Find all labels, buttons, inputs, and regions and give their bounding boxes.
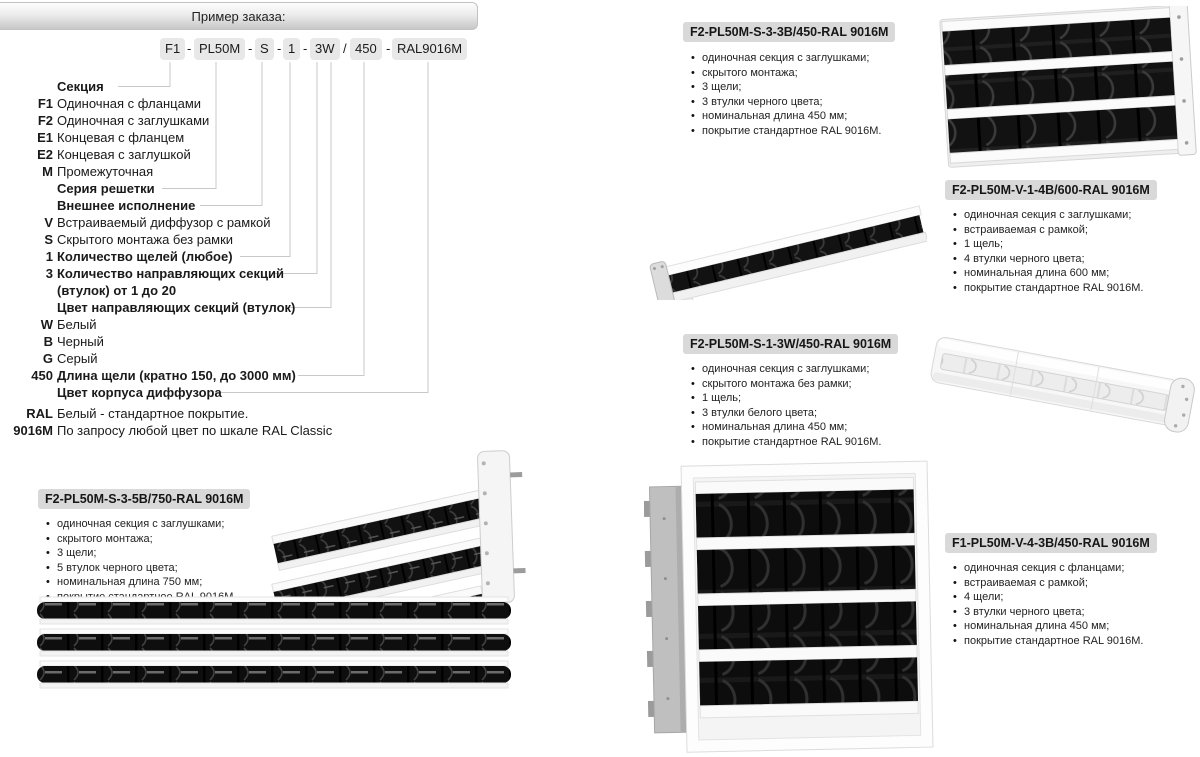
- code-segment-coating: RAL9016M: [392, 38, 467, 60]
- product-image-1slot-long: [645, 170, 927, 300]
- legend-row: E1 Концевая с фланцем: [37, 130, 185, 145]
- code-separator-slash: /: [343, 41, 347, 56]
- legend-row: V Встраиваемый диффузор с рамкой: [44, 215, 271, 230]
- legend-row: Цвет корпуса диффузора: [57, 385, 222, 400]
- legend-row: F1 Одиночная с фланцами: [37, 96, 202, 111]
- bullet-item: • покрытие стандартное RAL 9016M.: [953, 634, 1143, 649]
- product-image-3slot-angled: [938, 6, 1198, 168]
- code-separator: -: [303, 41, 308, 56]
- code-separator: -: [277, 41, 282, 56]
- bullet-item: • 3 втулки черного цвета;: [953, 605, 1143, 620]
- legend-row: Серия решетки: [57, 181, 155, 196]
- section-header: [0, 2, 478, 30]
- bullet-item: • номинальная длина 750 мм;: [46, 575, 236, 590]
- legend-row: 450 Длина щели (кратно 150, до 3000 мм): [31, 368, 296, 383]
- bullet-item: • 1 щель;: [953, 237, 1143, 252]
- product-image-4slot-framed: [644, 456, 938, 757]
- product-image-3slot-front: [36, 596, 512, 690]
- example-bullets-d: [46, 517, 236, 604]
- legend-row: 9016M По запросу любой цвет по шкале RAL Classic: [13, 423, 333, 438]
- legend-row: F2 Одиночная с заглушками: [37, 113, 210, 128]
- bullet-item: • одиночная секция с фланцами;: [953, 561, 1143, 576]
- bullet-item: • номинальная длина 450 мм;: [691, 109, 881, 124]
- legend-row: 3 Количество направляющих секций: [45, 266, 284, 281]
- code-separator: -: [187, 41, 192, 56]
- legend-row-continuation: (втулок) от 1 до 20: [57, 283, 177, 298]
- legend-row: B Черный: [43, 334, 104, 349]
- bullet-item: • одиночная секция с заглушками;: [46, 517, 236, 532]
- bullet-item: • встраиваемая с рамкой;: [953, 576, 1143, 591]
- example-code-b: F2-PL50M-V-1-4B/600-RAL 9016M: [945, 180, 1157, 200]
- legend-row: RAL Белый - стандартное покрытие.: [26, 406, 249, 421]
- code-segment-series: PL50M: [194, 38, 245, 60]
- bullet-item: • одиночная секция с заглушками;: [691, 362, 881, 377]
- example-bullets-b: [953, 208, 1143, 295]
- bullet-item: • скрытого монтажа без рамки;: [691, 377, 881, 392]
- example-bullets-c: [691, 362, 881, 449]
- legend-row: M Промежуточная: [42, 164, 154, 179]
- code-segment-hubs: 3W: [310, 38, 340, 60]
- bullet-item: • скрытого монтажа;: [691, 66, 881, 81]
- bullet-item: • скрытого монтажа;: [46, 532, 236, 547]
- legend-row: G Серый: [42, 351, 98, 366]
- legend-row: W Белый: [40, 317, 97, 332]
- example-code-d: F2-PL50M-S-3-5B/750-RAL 9016M: [38, 489, 250, 509]
- bullet-item: • 1 щель;: [691, 391, 881, 406]
- legend-row: Секция: [57, 79, 104, 94]
- code-segment-length: 450: [350, 38, 382, 60]
- order-code-legend: [0, 78, 470, 439]
- bullet-item: • покрытие стандартное RAL 9016M.: [953, 281, 1143, 296]
- bullet-item: • номинальная длина 450 мм;: [953, 619, 1143, 634]
- example-bullets-e: [953, 561, 1143, 648]
- code-segment-slots: 1: [283, 38, 300, 60]
- product-image-1slot-white: [930, 320, 1198, 462]
- bullet-item: • одиночная секция с заглушками;: [953, 208, 1143, 223]
- bullet-item: • покрытие стандартное RAL 9016M.: [691, 124, 881, 139]
- example-code-a: F2-PL50M-S-3-3B/450-RAL 9016M: [683, 22, 895, 42]
- bullet-item: • номинальная длина 450 мм;: [691, 420, 881, 435]
- section-header-label: Пример заказа:: [191, 8, 286, 24]
- product-image-3slot-5hub: [270, 443, 528, 611]
- bullet-item: • 3 щели;: [46, 546, 236, 561]
- legend-row: 1 Количество щелей (любое): [45, 249, 233, 264]
- code-segment-section: F1: [160, 38, 185, 60]
- bullet-item: • покрытие стандартное RAL 9016M.: [691, 435, 881, 450]
- code-separator: -: [248, 41, 253, 56]
- legend-row: Цвет направляющих секций (втулок): [57, 300, 296, 315]
- bullet-item: • одиночная секция с заглушками;: [691, 51, 881, 66]
- bullet-item: • 4 щели;: [953, 590, 1143, 605]
- legend-row: Внешнее исполнение: [57, 198, 196, 213]
- example-code-e: F1-PL50M-V-4-3B/450-RAL 9016M: [945, 533, 1157, 553]
- bullet-item: • 5 втулок черного цвета;: [46, 561, 236, 576]
- bullet-item: • 3 втулки черного цвета;: [691, 95, 881, 110]
- code-segment-mount: S: [255, 38, 274, 60]
- bullet-item: • номинальная длина 600 мм;: [953, 266, 1143, 281]
- bullet-item: • встраиваемая с рамкой;: [953, 223, 1143, 238]
- bullet-item: • 3 щели;: [691, 80, 881, 95]
- example-bullets-a: [691, 51, 881, 138]
- legend-row: S Скрытого монтажа без рамки: [44, 232, 234, 247]
- bullet-item: • 4 втулки черного цвета;: [953, 252, 1143, 267]
- bullet-item: • 3 втулки белого цвета;: [691, 406, 881, 421]
- example-code-c: F2-PL50M-S-1-3W/450-RAL 9016M: [683, 334, 898, 354]
- legend-row: E2 Концевая с заглушкой: [37, 147, 191, 162]
- code-separator: -: [386, 41, 391, 56]
